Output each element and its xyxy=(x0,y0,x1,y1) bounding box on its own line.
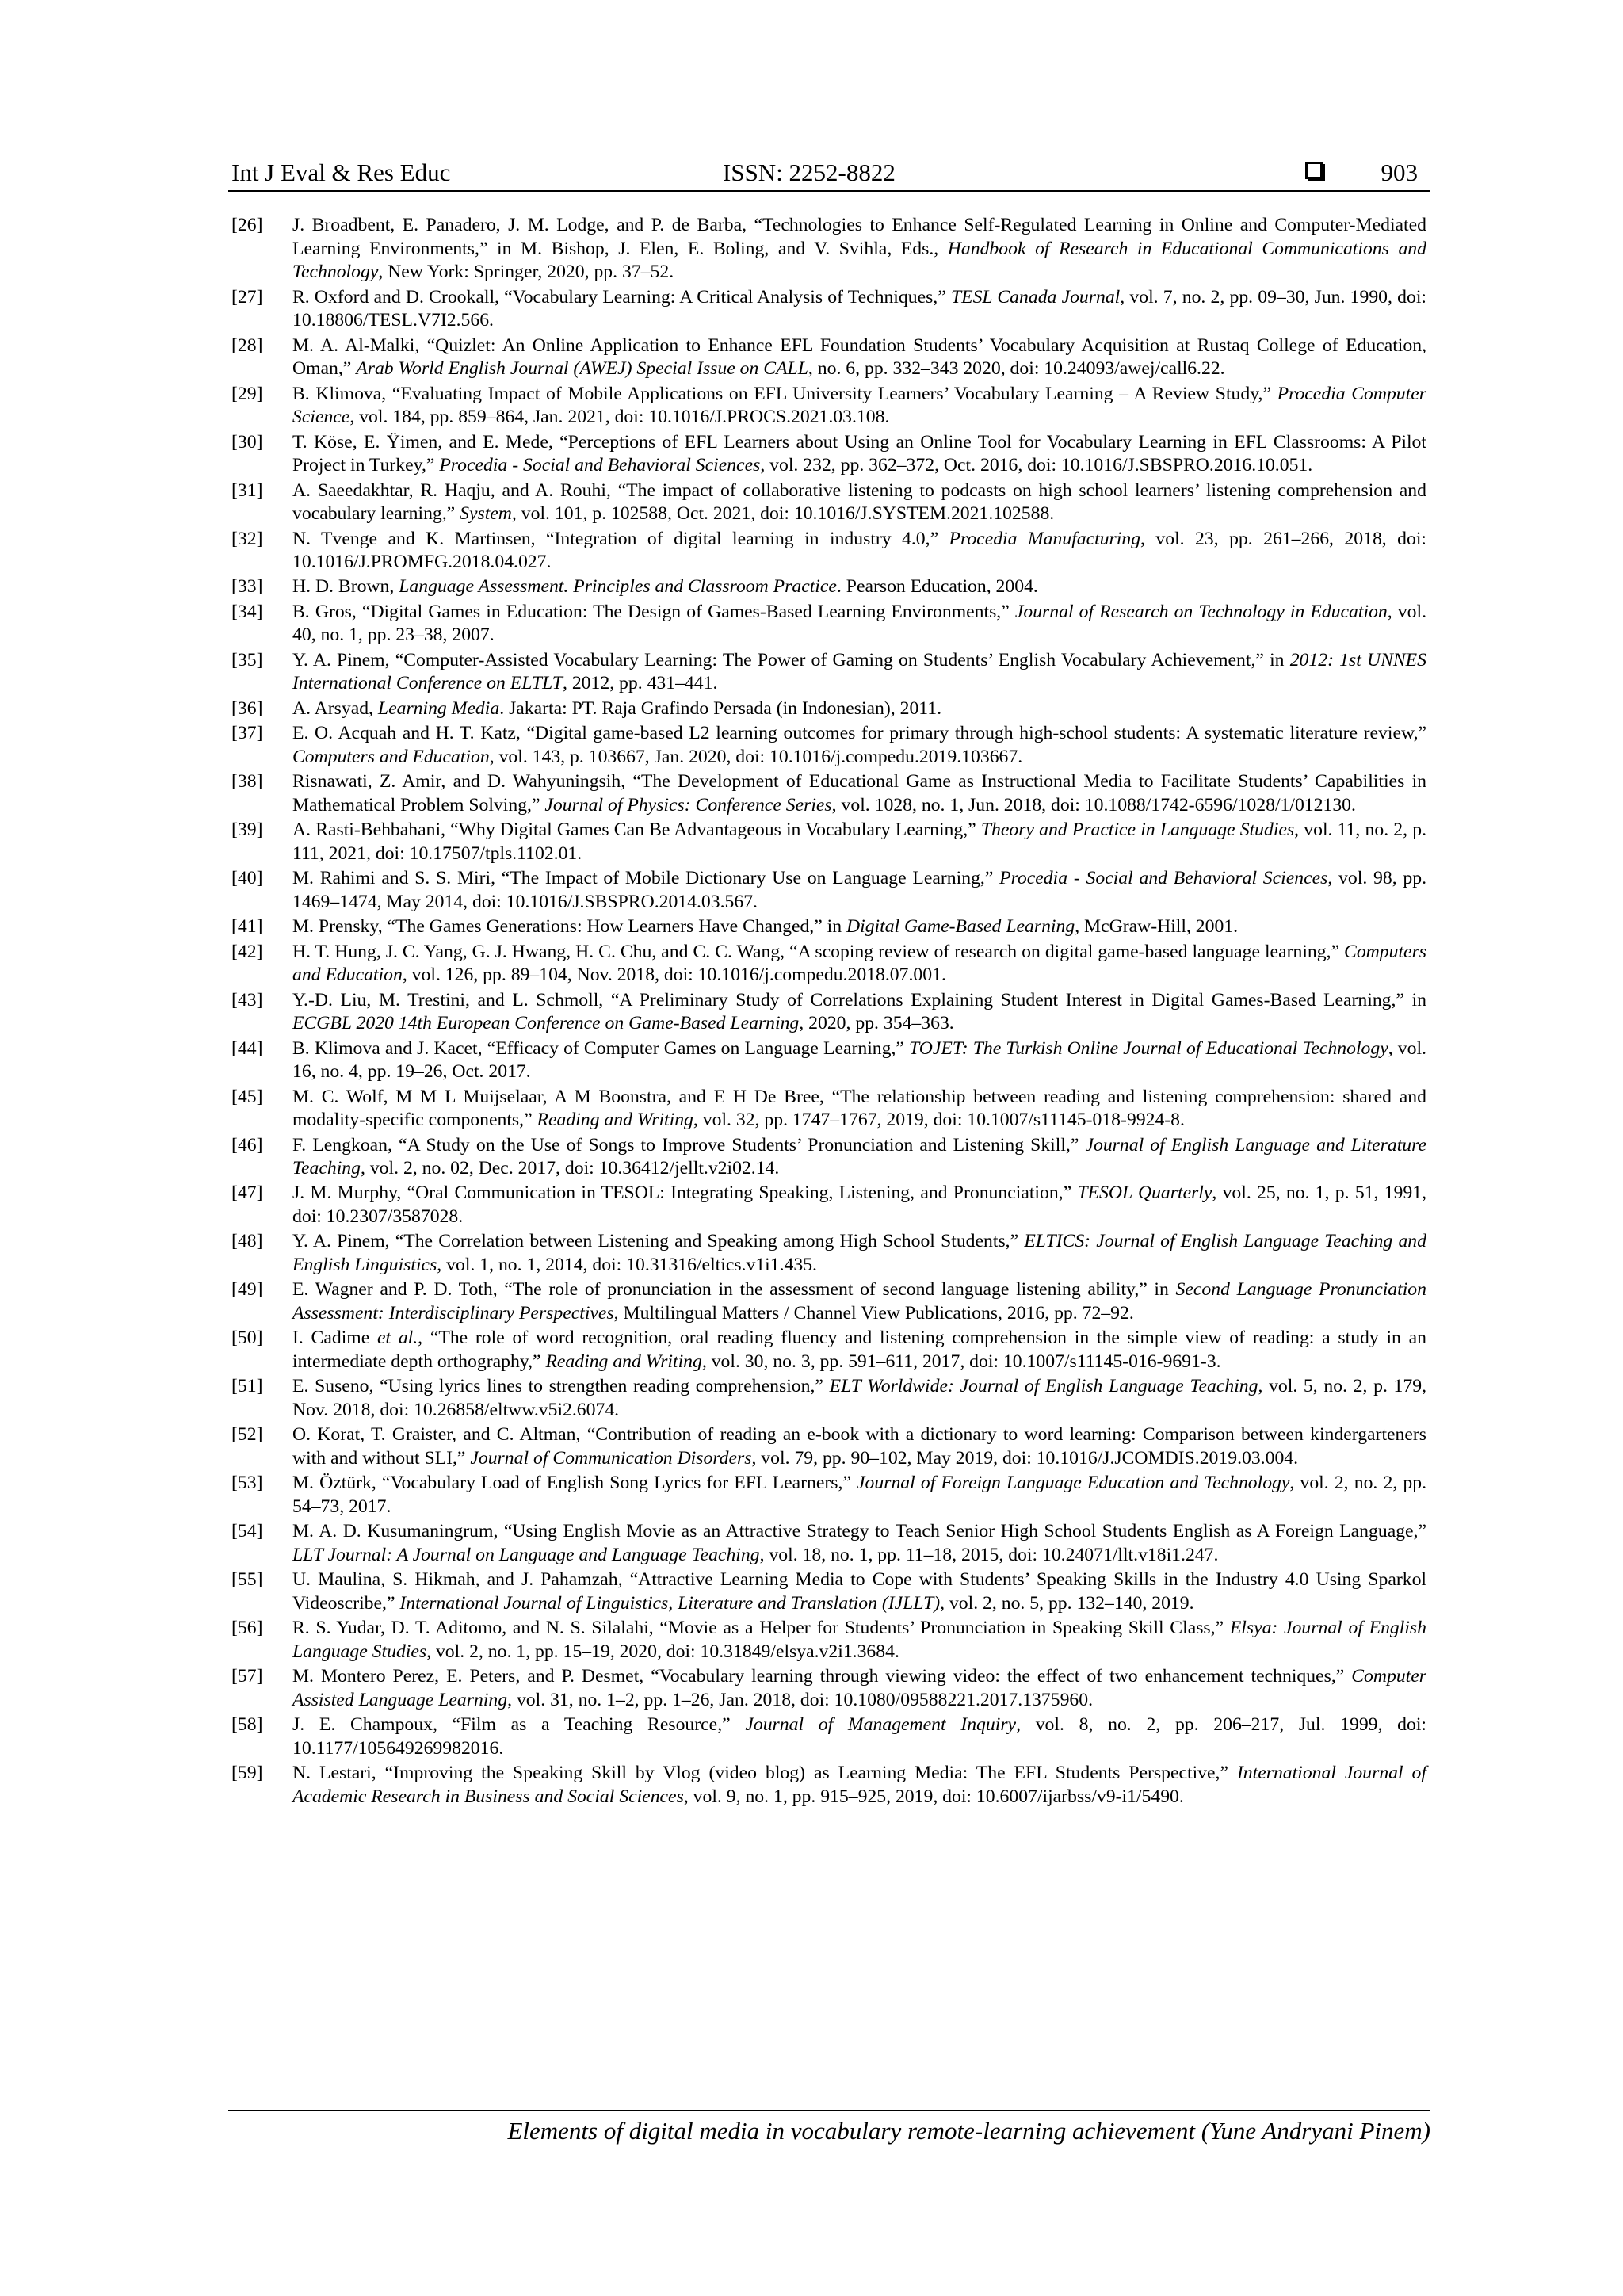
reference-item xyxy=(231,214,1426,285)
reference-item xyxy=(231,1762,1426,1809)
reference-text-segment: , vol. 101, p. 102588, Oct. 2021, doi: 10.1016/J.SYSTEM.2021.102588. xyxy=(511,503,1055,525)
reference-text xyxy=(292,383,1426,430)
reference-text-segment: H. T. Hung, J. C. Yang, G. J. Hwang, H. C. Chu, and C. C. Wang, “A scoping review of research on digital game-based language learning,” xyxy=(292,941,1345,962)
reference-text-segment: A. Saeedakhtar, R. Haqju, and A. Rouhi, “The impact of collaborative listening to podcasts on high school learners’ listening comprehension and vocabulary learning,” xyxy=(292,479,1426,525)
reference-text xyxy=(292,915,1426,939)
reference-text-segment: , vol. 232, pp. 362–372, Oct. 2016, doi: 10.1016/J.SBSPRO.2016.10.051. xyxy=(760,455,1313,476)
reference-text-segment: , vol. 31, no. 1–2, pp. 1–26, Jan. 2018, doi: 10.1080/09588221.2017.1375960. xyxy=(507,1689,1094,1710)
reference-source-title: Reading and Writing xyxy=(545,1351,702,1373)
reference-text xyxy=(292,1423,1426,1470)
reference-text-segment: H. D. Brown, xyxy=(292,576,399,598)
reference-item xyxy=(231,1665,1426,1712)
reference-text-segment: , vol. 16, no. 4, pp. 19–26, Oct. 2017. xyxy=(292,1037,1426,1083)
reference-text-segment: A. Rasti-Behbahani, “Why Digital Games Can Be Advantageous in Vocabulary Learning,” xyxy=(292,819,981,841)
reference-text xyxy=(292,1327,1426,1373)
checkbox-square-icon xyxy=(1305,162,1323,179)
reference-text xyxy=(292,1617,1426,1664)
reference-source-title: LLT Journal: A Journal on Language and Language Teaching xyxy=(292,1544,760,1565)
reference-text xyxy=(292,722,1426,769)
page-number: 903 xyxy=(1381,159,1418,186)
reference-source-title: TESOL Quarterly xyxy=(1077,1182,1212,1204)
reference-number: [50] xyxy=(231,1328,263,1349)
reference-number: [58] xyxy=(231,1714,263,1736)
reference-number: [37] xyxy=(231,723,263,744)
reference-item xyxy=(231,819,1426,865)
reference-text xyxy=(292,1665,1426,1712)
reference-number: [27] xyxy=(231,286,263,308)
reference-number: [53] xyxy=(231,1473,263,1494)
reference-number: [40] xyxy=(231,868,263,889)
reference-text-segment: , vol. 18, no. 1, pp. 11–18, 2015, doi: 10.24071/llt.v18i1.247. xyxy=(759,1544,1219,1565)
reference-text xyxy=(292,1278,1426,1325)
reference-text-segment: Y.-D. Liu, M. Trestini, and L. Schmoll, “A Preliminary Study of Correlations Explaining Student Interest in Digital Games-Based Learning,” in xyxy=(292,989,1426,1010)
reference-source-title: ECGBL 2020 14th European Conference on Game-Based Learning xyxy=(292,1013,800,1034)
reference-item xyxy=(231,1423,1426,1470)
reference-number: [54] xyxy=(231,1521,263,1542)
reference-text xyxy=(292,214,1426,285)
reference-text-segment: , vol. 1028, no. 1, Jun. 2018, doi: 10.1088/1742-6596/1028/1/012130. xyxy=(831,794,1356,816)
reference-text xyxy=(292,1182,1426,1228)
reference-item xyxy=(231,575,1426,599)
reference-item xyxy=(231,334,1426,381)
reference-text-segment: E. Wagner and P. D. Toth, “The role of pronunciation in the assessment of second language listening ability,” in xyxy=(292,1279,1176,1301)
reference-source-title: et al. xyxy=(376,1328,418,1349)
reference-text-segment: , vol. 2, no. 1, pp. 15–19, 2020, doi: 10.31849/elsya.v2i1.3684. xyxy=(426,1641,899,1662)
reference-text-segment: , Multilingual Matters / Channel View Publications, 2016, pp. 72–92. xyxy=(613,1303,1134,1324)
reference-item xyxy=(231,1472,1426,1519)
reference-source-title: Second Language Pronunciation Assessment: Interdisciplinary Perspectives xyxy=(292,1279,1426,1324)
reference-text xyxy=(292,941,1426,988)
reference-item xyxy=(231,601,1426,648)
reference-text-segment: F. Lengkoan, “A Study on the Use of Songs to Improve Students’ Pronunciation and Listening Skill,” xyxy=(292,1134,1086,1156)
reference-text xyxy=(292,770,1426,817)
reference-text xyxy=(292,601,1426,648)
reference-number: [46] xyxy=(231,1134,263,1156)
reference-number: [31] xyxy=(231,479,263,501)
reference-text-segment: , vol. 79, pp. 90–102, May 2019, doi: 10.1016/J.JCOMDIS.2019.03.004. xyxy=(751,1448,1299,1469)
reference-text xyxy=(292,334,1426,381)
reference-item xyxy=(231,941,1426,988)
reference-number: [59] xyxy=(231,1763,263,1784)
reference-item xyxy=(231,1568,1426,1615)
reference-item xyxy=(231,1520,1426,1567)
reference-source-title: International Journal of Academic Research in Business and Social Sciences xyxy=(292,1763,1426,1807)
reference-number: [39] xyxy=(231,819,263,841)
reference-text xyxy=(292,575,1426,599)
reference-source-title: Journal of English Language and Literature Teaching xyxy=(292,1134,1426,1179)
reference-item xyxy=(231,431,1426,478)
reference-text xyxy=(292,1230,1426,1277)
reference-text-segment: Risnawati, Z. Amir, and D. Wahyuningsih, “The Development of Educational Game as Instructional Media to Facilitate Students’ Capabilities in Mathematical Problem Solving,” xyxy=(292,771,1426,816)
reference-text-segment: , vol. 32, pp. 1747–1767, 2019, doi: 10.1007/s11145-018-9924-8. xyxy=(693,1110,1185,1131)
reference-number: [33] xyxy=(231,576,263,598)
reference-text-segment: . Pearson Education, 2004. xyxy=(836,576,1038,598)
reference-number: [55] xyxy=(231,1569,263,1591)
reference-item xyxy=(231,649,1426,696)
reference-item xyxy=(231,1037,1426,1084)
reference-text-segment: M. C. Wolf, M M L Muijselaar, A M Boonstra, and E H De Bree, “The relationship between reading and listening comprehension: shared and modality-specific components,” xyxy=(292,1086,1426,1131)
reference-text xyxy=(292,1762,1426,1809)
reference-number: [44] xyxy=(231,1037,263,1059)
reference-source-title: Journal of Communication Disorders xyxy=(470,1448,752,1469)
running-title-footer: Elements of digital media in vocabulary remote-learning achievement (Yune Andryani Pinem) xyxy=(507,2117,1430,2145)
reference-text xyxy=(292,479,1426,526)
reference-text xyxy=(292,528,1426,575)
reference-source-title: Elsya: Journal of English Language Studies xyxy=(292,1618,1426,1662)
reference-number: [49] xyxy=(231,1279,263,1301)
reference-text-segment: M. Öztürk, “Vocabulary Load of English Song Lyrics for EFL Learners,” xyxy=(292,1473,857,1494)
reference-item xyxy=(231,383,1426,430)
reference-number: [30] xyxy=(231,431,263,453)
reference-text-segment: , vol. 143, p. 103667, Jan. 2020, doi: 10.1016/j.compedu.2019.103667. xyxy=(489,746,1023,767)
reference-text-segment: , vol. 2, no. 5, pp. 132–140, 2019. xyxy=(940,1592,1194,1614)
reference-text-segment: , vol. 8, no. 2, pp. 206–217, Jul. 1999, doi: 10.1177/105649269982016. xyxy=(292,1714,1427,1759)
reference-text-segment: , vol. 5, no. 2, p. 179, Nov. 2018, doi: 10.26858/eltww.v5i2.6074. xyxy=(292,1376,1426,1421)
reference-text-segment: , vol. 7, no. 2, pp. 09–30, Jun. 1990, doi: 10.18806/TESL.V7I2.566. xyxy=(292,286,1426,331)
reference-item xyxy=(231,770,1426,817)
reference-number: [47] xyxy=(231,1182,263,1204)
reference-number: [57] xyxy=(231,1666,263,1687)
reference-number: [35] xyxy=(231,649,263,670)
reference-text-segment: Y. A. Pinem, “Computer-Assisted Vocabulary Learning: The Power of Gaming on Students’ English Vocabulary Achievement,” in xyxy=(292,649,1290,670)
reference-source-title: Journal of Research on Technology in Education xyxy=(1014,601,1388,622)
reference-text-segment: , McGraw-Hill, 2001. xyxy=(1075,916,1239,938)
reference-text-segment: , 2020, pp. 354–363. xyxy=(799,1013,954,1034)
journal-name: Int J Eval & Res Educ xyxy=(231,159,451,186)
reference-text-segment: J. E. Champoux, “Film as a Teaching Resource,” xyxy=(292,1714,746,1736)
reference-text-segment: M. Prensky, “The Games Generations: How Learners Have Changed,” in xyxy=(292,916,847,938)
reference-number: [56] xyxy=(231,1618,263,1639)
reference-item xyxy=(231,1230,1426,1277)
reference-text-segment: B. Klimova, “Evaluating Impact of Mobile Applications on EFL University Learners’ Vocabulary Learning – A Review Study,” xyxy=(292,383,1277,404)
reference-item xyxy=(231,1617,1426,1664)
reference-text-segment: . Jakarta: PT. Raja Grafindo Persada (in Indonesian), 2011. xyxy=(499,697,942,719)
reference-text xyxy=(292,989,1426,1036)
reference-text-segment: R. S. Yudar, D. T. Aditomo, and N. S. Silalahi, “Movie as a Helper for Students’ Pronunciation in Speaking Skill Class,” xyxy=(292,1618,1230,1639)
reference-text-segment: O. Korat, T. Graister, and C. Altman, “Contribution of reading an e-book with a dictionary to word learning: Comparison between kindergarteners with and without SLI,” xyxy=(292,1424,1426,1469)
reference-text xyxy=(292,1520,1426,1567)
reference-number: [28] xyxy=(231,334,263,356)
reference-source-title: Computer Assisted Language Learning xyxy=(292,1666,1426,1710)
reference-source-title: Language Assessment. Principles and Classroom Practice xyxy=(399,576,837,598)
reference-source-title: 2012: 1st UNNES International Conference on ELTLT xyxy=(292,649,1426,694)
reference-text xyxy=(292,431,1426,478)
reference-item xyxy=(231,1086,1426,1133)
reference-text-segment: N. Tvenge and K. Martinsen, “Integration of digital learning in industry 4.0,” xyxy=(292,528,949,549)
reference-text-segment: , vol. 9, no. 1, pp. 915–925, 2019, doi: 10.6007/ijarbss/v9-i1/5490. xyxy=(683,1786,1184,1807)
reference-source-title: TOJET: The Turkish Online Journal of Educational Technology xyxy=(909,1037,1388,1059)
reference-text-segment: , New York: Springer, 2020, pp. 37–52. xyxy=(378,262,674,283)
reference-item xyxy=(231,1327,1426,1373)
reference-text-segment: M. A. D. Kusumaningrum, “Using English Movie as an Attractive Strategy to Teach Senior High School Students English as A Foreign Language,” xyxy=(292,1521,1426,1542)
reference-text-segment: Y. A. Pinem, “The Correlation between Listening and Speaking among High School Students,” xyxy=(292,1231,1025,1252)
reference-text-segment: J. M. Murphy, “Oral Communication in TESOL: Integrating Speaking, Listening, and Pronunciation,” xyxy=(292,1182,1078,1204)
reference-source-title: ELTICS: Journal of English Language Teaching and English Linguistics xyxy=(292,1231,1426,1276)
reference-source-title: TESL Canada Journal xyxy=(950,286,1121,308)
reference-number: [45] xyxy=(231,1086,263,1107)
reference-text-segment: , 2012, pp. 431–441. xyxy=(562,673,718,694)
reference-text-segment: M. A. Al-Malki, “Quizlet: An Online Application to Enhance EFL Foundation Students’ Vocabulary Acquisition at Rustaq College of Education, Oman,” xyxy=(292,334,1426,380)
reference-text-segment: , vol. 98, pp. 1469–1474, May 2014, doi: 10.1016/J.SBSPRO.2014.03.567. xyxy=(292,868,1427,912)
reference-number: [29] xyxy=(231,383,263,404)
reference-text xyxy=(292,1037,1426,1084)
reference-source-title: ELT Worldwide: Journal of English Language Teaching xyxy=(829,1376,1258,1397)
reference-item xyxy=(231,1182,1426,1228)
reference-source-title: System xyxy=(460,503,512,525)
footer-divider xyxy=(228,2110,1430,2111)
issn-label: ISSN: 2252-8822 xyxy=(723,159,896,186)
reference-item xyxy=(231,697,1426,721)
reference-text xyxy=(292,1375,1426,1422)
reference-number: [36] xyxy=(231,697,263,719)
reference-text-segment: T. Köse, E. Ÿimen, and E. Mede, “Perceptions of EFL Learners about Using an Online Tool for Vocabulary Learning in EFL Classrooms: A Pilot Project in Turkey,” xyxy=(292,431,1426,476)
reference-number: [34] xyxy=(231,601,263,622)
reference-item xyxy=(231,1375,1426,1422)
reference-number: [26] xyxy=(231,215,263,235)
reference-source-title: Procedia - Social and Behavioral Sciences xyxy=(439,455,761,476)
reference-text-segment: A. Arsyad, xyxy=(292,697,378,719)
reference-text xyxy=(292,819,1426,865)
reference-text xyxy=(292,697,1426,721)
reference-text-segment: J. Broadbent, E. Panadero, J. M. Lodge, and P. de Barba, “Technologies to Enhance Self-Regulated Learning in Online and Computer-Mediated Learning Environments,” in M. Bishop, J. Elen, E. Boling, and V. Svihla, Eds., xyxy=(292,215,1426,259)
reference-text-segment: , vol. 25, no. 1, p. 51, 1991, doi: 10.2307/3587028. xyxy=(292,1182,1426,1228)
reference-text-segment: , vol. 30, no. 3, pp. 591–611, 2017, doi: 10.1007/s11145-016-9691-3. xyxy=(701,1351,1221,1373)
reference-source-title: Reading and Writing xyxy=(537,1110,693,1131)
reference-number: [52] xyxy=(231,1424,263,1446)
reference-source-title: International Journal of Linguistics, Literature and Translation (IJLLT) xyxy=(399,1592,941,1614)
reference-item xyxy=(231,915,1426,939)
reference-text xyxy=(292,1568,1426,1615)
reference-text-segment: , vol. 1, no. 1, 2014, doi: 10.31316/eltics.v1i1.435. xyxy=(437,1255,817,1276)
reference-number: [43] xyxy=(231,989,263,1010)
reference-item xyxy=(231,1278,1426,1325)
reference-text xyxy=(292,286,1426,333)
reference-text-segment: B. Klimova and J. Kacet, “Efficacy of Computer Games on Language Learning,” xyxy=(292,1037,910,1059)
reference-text-segment: , vol. 40, no. 1, pp. 23–38, 2007. xyxy=(292,601,1426,646)
reference-source-title: Digital Game-Based Learning xyxy=(846,916,1075,938)
reference-text-segment: E. O. Acquah and H. T. Katz, “Digital game-based L2 learning outcomes for primary through high-school students: A systematic literature review,” xyxy=(292,723,1426,744)
reference-number: [38] xyxy=(231,771,263,793)
reference-number: [42] xyxy=(231,941,263,962)
reference-number: [51] xyxy=(231,1376,263,1397)
reference-text-segment: U. Maulina, S. Hikmah, and J. Pahamzah, “Attractive Learning Media to Cope with Students’ Speaking Skills in the Industry 4.0 Using Sparkol Videoscribe,” xyxy=(292,1569,1426,1614)
reference-text xyxy=(292,1472,1426,1519)
reference-item xyxy=(231,479,1426,526)
reference-text-segment: R. Oxford and D. Crookall, “Vocabulary Learning: A Critical Analysis of Techniques,” xyxy=(292,286,951,308)
reference-source-title: Journal of Foreign Language Education and Technology xyxy=(857,1473,1290,1494)
reference-source-title: Procedia - Social and Behavioral Sciences xyxy=(999,868,1328,889)
reference-text-segment: E. Suseno, “Using lyrics lines to strengthen reading comprehension,” xyxy=(292,1376,830,1397)
reference-source-title: Journal of Physics: Conference Series xyxy=(544,794,832,816)
reference-text-segment: N. Lestari, “Improving the Speaking Skill by Vlog (video blog) as Learning Media: The EFL Students Perspective,” xyxy=(292,1763,1237,1784)
reference-text-segment: , vol. 2, no. 02, Dec. 2017, doi: 10.36412/jellt.v2i02.14. xyxy=(360,1158,780,1179)
reference-item xyxy=(231,528,1426,575)
reference-source-title: Theory and Practice in Language Studies xyxy=(980,819,1295,841)
reference-text-segment: B. Gros, “Digital Games in Education: The Design of Games-Based Learning Environments,” xyxy=(292,601,1015,622)
reference-source-title: Procedia Manufacturing xyxy=(949,528,1141,549)
reference-text-segment: M. Rahimi and S. S. Miri, “The Impact of Mobile Dictionary Use on Language Learning,” xyxy=(292,868,1000,889)
reference-text-segment: , vol. 184, pp. 859–864, Jan. 2021, doi: 10.1016/J.PROCS.2021.03.108. xyxy=(349,407,890,428)
reference-item xyxy=(231,867,1426,914)
reference-text-segment: M. Montero Perez, E. Peters, and P. Desmet, “Vocabulary learning through viewing video: the effect of two enhancement techniques,” xyxy=(292,1666,1352,1687)
reference-text-segment: , no. 6, pp. 332–343 2020, doi: 10.24093/awej/call6.22. xyxy=(808,358,1225,380)
reference-text-segment: , vol. 23, pp. 261–266, 2018, doi: 10.1016/J.PROMFG.2018.04.027. xyxy=(292,528,1426,573)
reference-source-title: Journal of Management Inquiry xyxy=(745,1714,1017,1736)
reference-list xyxy=(231,214,1426,1810)
reference-text xyxy=(292,1086,1426,1133)
reference-source-title: Handbook of Research in Educational Communications and Technology xyxy=(292,238,1426,283)
reference-text-segment: , vol. 2, no. 2, pp. 54–73, 2017. xyxy=(292,1473,1426,1517)
reference-item xyxy=(231,1713,1426,1760)
reference-text xyxy=(292,867,1426,914)
reference-item xyxy=(231,1134,1426,1181)
reference-text xyxy=(292,1713,1426,1760)
reference-number: [48] xyxy=(231,1231,263,1252)
reference-source-title: Computers and Education xyxy=(292,941,1426,986)
reference-text xyxy=(292,649,1426,696)
reference-number: [41] xyxy=(231,916,263,938)
reference-item xyxy=(231,286,1426,333)
reference-source-title: Computers and Education xyxy=(292,746,490,767)
reference-text-segment: , vol. 126, pp. 89–104, Nov. 2018, doi: 10.1016/j.compedu.2018.07.001. xyxy=(402,965,946,986)
reference-text xyxy=(292,1134,1426,1181)
reference-source-title: Procedia Computer Science xyxy=(292,383,1426,428)
reference-text-segment: , “The role of word recognition, oral reading fluency and listening comprehension in the simple view of reading: a study in an intermediate depth orthography,” xyxy=(292,1328,1426,1373)
page-header xyxy=(228,154,1430,192)
reference-source-title: Learning Media xyxy=(377,697,500,719)
reference-item xyxy=(231,722,1426,769)
reference-source-title: Arab World English Journal (AWEJ) Special Issue on CALL xyxy=(356,358,808,380)
reference-item xyxy=(231,989,1426,1036)
reference-text-segment: I. Cadime xyxy=(292,1328,377,1349)
reference-number: [32] xyxy=(231,528,263,549)
reference-text-segment: , vol. 11, no. 2, p. 111, 2021, doi: 10.17507/tpls.1102.01. xyxy=(292,819,1426,864)
